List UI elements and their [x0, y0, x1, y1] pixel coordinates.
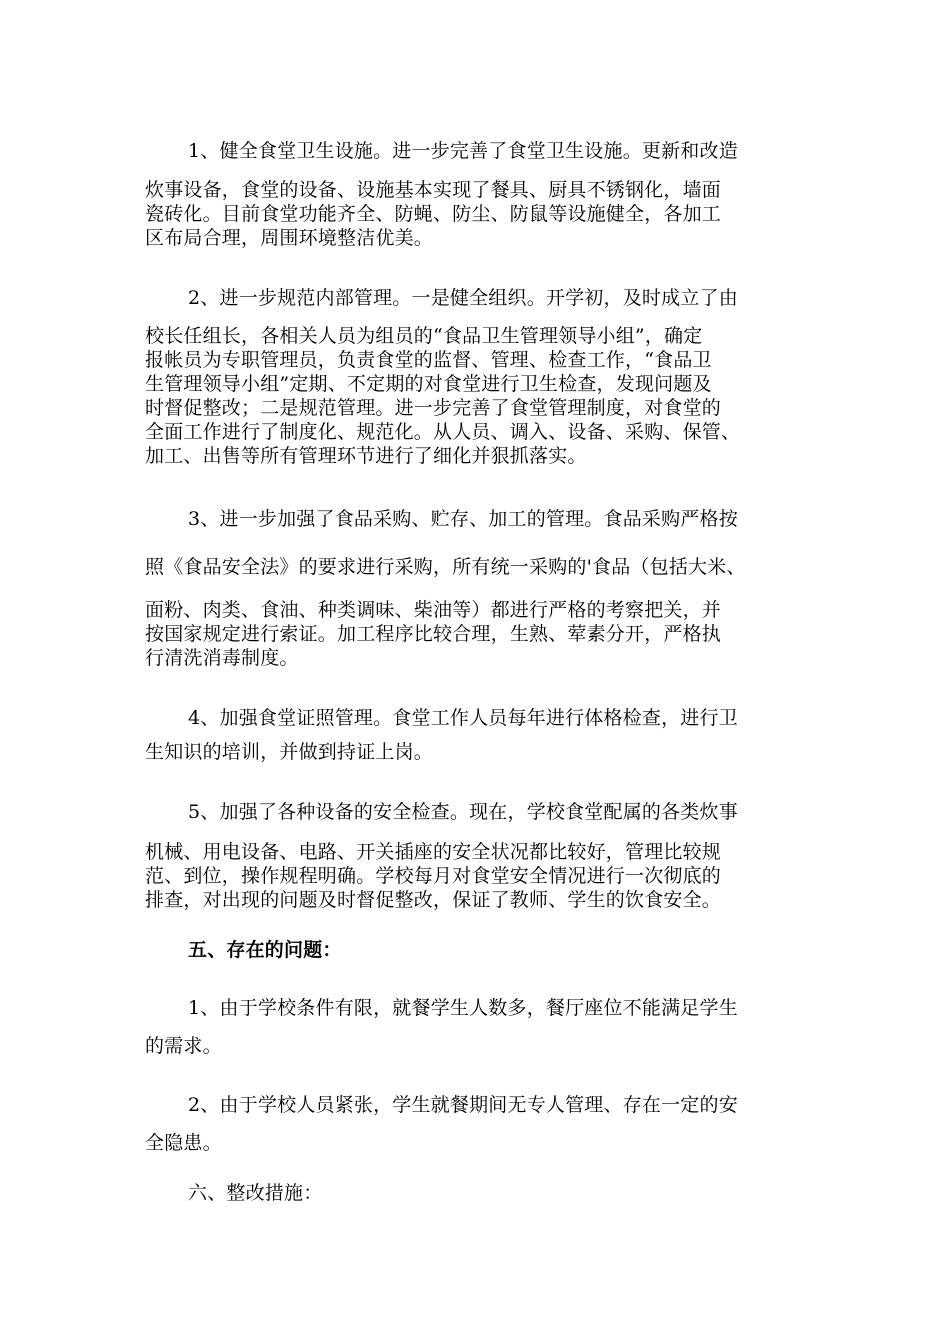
paragraph-line: 全隐患。 [145, 1132, 222, 1154]
paragraph-line: 3、进一步加强了食品采购、贮存、加工的管理。食品采购严格按 [188, 508, 738, 530]
paragraph-line: 的需求。 [145, 1035, 222, 1057]
paragraph-line: 校长任组长，各相关人员为组员的“食品卫生管理领导小组”，确定 [145, 325, 703, 347]
paragraph-line: 按国家规定进行索证。加工程序比较合理，生熟、荤素分开，严格执 [145, 623, 722, 645]
paragraph-line: 六、整改措施： [188, 1182, 323, 1204]
paragraph-line: 1、健全食堂卫生设施。进一步完善了食堂卫生设施。更新和改造 [188, 140, 738, 162]
paragraph-line: 机械、用电设备、电路、开关插座的安全状况都比较好，管理比较规 [145, 841, 722, 863]
paragraph-line: 瓷砖化。目前食堂功能齐全、防蝇、防尘、防鼠等设施健全，各加工 [145, 203, 722, 225]
paragraph-line: 照《食品安全法》的要求进行采购，所有统一采购的'食品（包括大米、 [145, 556, 746, 578]
paragraph-line: 排查，对出现的问题及时督促整改，保证了教师、学生的饮食安全。 [145, 889, 722, 911]
paragraph-line: 生知识的培训，并做到持证上岗。 [145, 741, 434, 763]
paragraph-line: 时督促整改；二是规范管理。进一步完善了食堂管理制度，对食堂的 [145, 397, 722, 419]
paragraph-line: 1、由于学校条件有限，就餐学生人数多，餐厅座位不能满足学生 [188, 997, 738, 1019]
paragraph-line: 生管理领导小组”定期、不定期的对食堂进行卫生检查，发现问题及 [145, 373, 712, 395]
paragraph-line: 行清洗消毒制度。 [145, 647, 299, 669]
paragraph-line: 4、加强食堂证照管理。食堂工作人员每年进行体格检查，进行卫 [188, 707, 738, 729]
paragraph-line: 区布局合理，周围环境整洁优美。 [145, 227, 434, 249]
section-heading: 五、存在的问题： [188, 939, 342, 961]
paragraph-line: 5、加强了各种设备的安全检查。现在，学校食堂配属的各类炊事 [188, 801, 738, 823]
paragraph-line: 2、进一步规范内部管理。一是健全组织。开学初，及时成立了由 [188, 287, 738, 309]
paragraph-line: 面粉、肉类、食油、种类调味、柴油等）都进行严格的考察把关，并 [145, 599, 722, 621]
paragraph-line: 炊事设备，食堂的设备、设施基本实现了餐具、厨具不锈钢化，墙面 [145, 179, 722, 201]
paragraph-line: 加工、出售等所有管理环节进行了细化并狠抓落实。 [145, 445, 587, 467]
paragraph-line: 2、由于学校人员紧张，学生就餐期间无专人管理、存在一定的安 [188, 1094, 738, 1116]
paragraph-line: 报帐员为专职管理员，负责食堂的监督、管理、检查工作，“食品卫 [145, 349, 712, 371]
paragraph-line: 范、到位，操作规程明确。学校每月对食堂安全情况进行一次彻底的 [145, 865, 722, 887]
paragraph-line: 全面工作进行了制度化、规范化。从人员、调入、设备、采购、保管、 [145, 421, 741, 443]
